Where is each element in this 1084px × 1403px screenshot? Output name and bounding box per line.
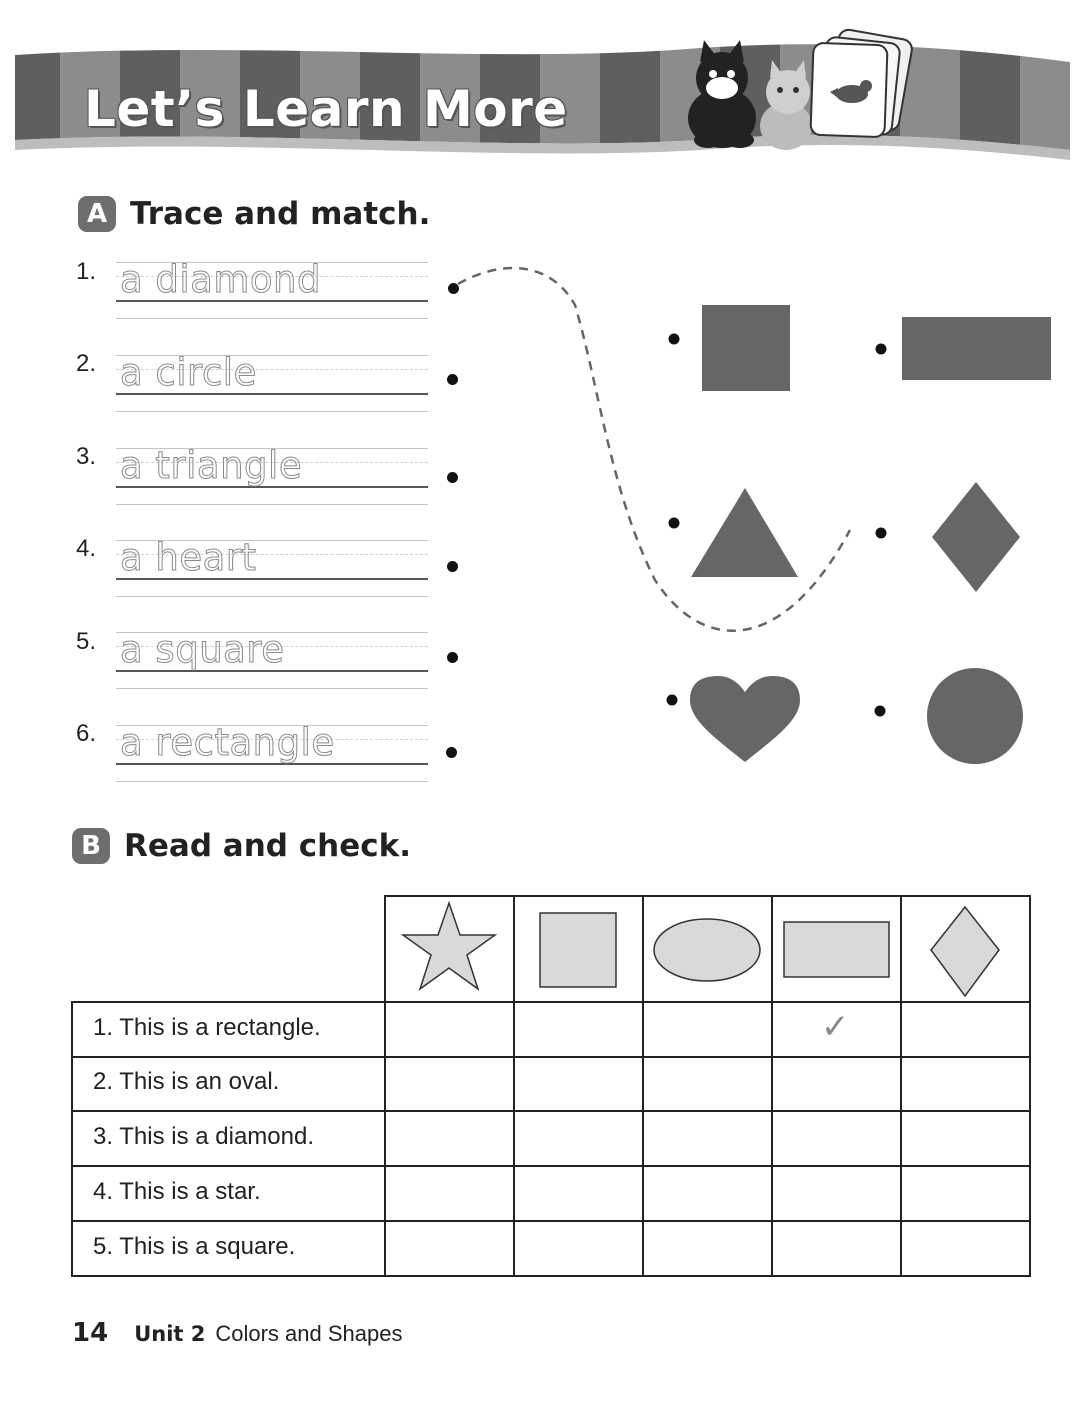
- trace-item-rectangle[interactable]: [116, 721, 428, 793]
- section-a-badge: A: [78, 196, 116, 232]
- banner-title: Let’s Learn More: [84, 80, 568, 138]
- check-row-sentence: 5. This is a square.: [93, 1233, 296, 1260]
- unit-title: Colors and Shapes: [215, 1321, 403, 1346]
- trace-word: a diamond: [120, 258, 321, 301]
- section-b-badge: B: [72, 828, 110, 864]
- circle-shape-icon: [927, 668, 1023, 764]
- page-number: 14: [72, 1318, 109, 1348]
- diamond-shape-icon: [932, 482, 1020, 592]
- match-dot: [667, 695, 678, 706]
- trace-item-number: 6.: [76, 720, 97, 747]
- match-dot: [875, 706, 886, 717]
- trace-word: a circle: [120, 351, 257, 394]
- check-row-sentence: 2. This is an oval.: [93, 1068, 280, 1095]
- triangle-shape-icon: [691, 488, 798, 577]
- check-row-sentence: 1. This is a rectangle.: [93, 1014, 321, 1041]
- trace-word: a heart: [120, 536, 257, 579]
- banner: [0, 0, 1084, 190]
- rectangle-column-icon: [784, 922, 889, 977]
- oval-column-icon: [654, 919, 760, 981]
- diamond-column-icon: [931, 907, 999, 996]
- trace-item-number: 5.: [76, 628, 97, 655]
- check-row-sentence: 4. This is a star.: [93, 1178, 261, 1205]
- square-shape-icon: [702, 305, 790, 391]
- trace-item-heart[interactable]: [116, 536, 428, 608]
- unit-label: Unit 2: [134, 1322, 206, 1346]
- heart-shape-icon: [690, 676, 800, 762]
- rectangle-shape-icon: [902, 317, 1051, 380]
- section-a-title: Trace and match.: [130, 196, 431, 232]
- trace-word: a triangle: [120, 444, 303, 487]
- check-table: [71, 895, 1031, 1277]
- bird-card-icon: [810, 28, 913, 137]
- trace-item-number: 1.: [76, 258, 97, 285]
- check-row-sentence: 3. This is a diamond.: [93, 1123, 315, 1150]
- match-dot: [669, 334, 680, 345]
- trace-item-number: 3.: [76, 443, 97, 470]
- trace-item-diamond[interactable]: [116, 258, 428, 330]
- trace-item-triangle[interactable]: [116, 444, 428, 516]
- trace-item-circle[interactable]: [116, 351, 428, 423]
- match-dot: [876, 528, 887, 539]
- trace-word: a rectangle: [120, 721, 335, 764]
- match-dot: [669, 518, 680, 529]
- trace-item-number: 2.: [76, 350, 97, 377]
- trace-item-number: 4.: [76, 535, 97, 562]
- section-a-header: [78, 196, 430, 232]
- example-check-mark-icon: ✓: [821, 1007, 850, 1047]
- match-shapes-area: [440, 250, 1060, 780]
- trace-item-square[interactable]: [116, 628, 428, 700]
- square-column-icon: [540, 913, 616, 987]
- trace-word: a square: [120, 628, 285, 671]
- section-b-header: [72, 828, 411, 864]
- page-footer: [72, 1318, 402, 1348]
- match-dot: [876, 344, 887, 355]
- star-column-icon: [403, 903, 495, 989]
- section-b-title: Read and check.: [124, 828, 412, 864]
